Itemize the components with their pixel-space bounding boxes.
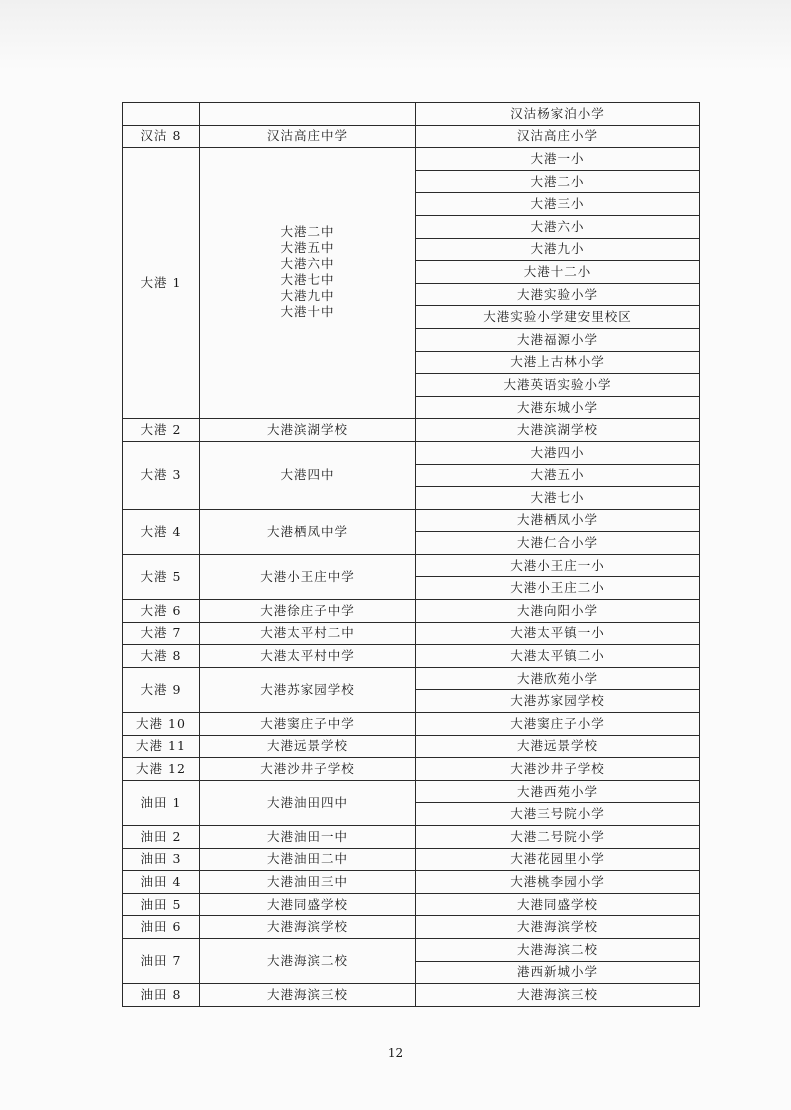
table-row (123, 893, 700, 916)
district-cell: 油田 7 (123, 938, 200, 983)
table-row (123, 938, 700, 961)
primary-school-cell: 大港五小 (416, 464, 700, 487)
middle-school-cell: 大港海滨学校 (200, 916, 416, 939)
primary-school-cell: 港西新城小学 (416, 961, 700, 984)
primary-school-cell: 大港西苑小学 (416, 780, 700, 803)
school-district-table (122, 102, 700, 1007)
primary-school-cell: 大港小王庄二小 (416, 577, 700, 600)
middle-school-cell: 大港海滨二校 (200, 938, 416, 983)
district-cell: 油田 2 (123, 826, 200, 849)
primary-school-cell: 汉沽高庄小学 (416, 125, 700, 148)
primary-school-cell: 大港海滨三校 (416, 984, 700, 1007)
district-cell: 油田 4 (123, 871, 200, 894)
middle-school-cell: 大港太平村中学 (200, 645, 416, 668)
middle-school-cell: 大港油田一中 (200, 826, 416, 849)
table-row (123, 826, 700, 849)
middle-school-cell: 大港沙井子学校 (200, 758, 416, 781)
middle-school-cell: 大港二中 大港五中 大港六中 大港七中 大港九中 大港十中 (200, 148, 416, 419)
primary-school-cell: 大港向阳小学 (416, 600, 700, 623)
primary-school-cell: 大港十二小 (416, 261, 700, 284)
middle-school-cell: 大港徐庄子中学 (200, 600, 416, 623)
table-row (123, 780, 700, 803)
table-row (123, 871, 700, 894)
table-row (123, 600, 700, 623)
primary-school-cell: 大港窦庄子小学 (416, 713, 700, 736)
middle-school-cell: 大港小王庄中学 (200, 554, 416, 599)
middle-school-cell: 大港油田三中 (200, 871, 416, 894)
primary-school-cell: 大港太平镇一小 (416, 622, 700, 645)
page-number: 12 (387, 1046, 404, 1060)
primary-school-cell: 大港桃李园小学 (416, 871, 700, 894)
district-cell: 大港 7 (123, 622, 200, 645)
table-row (123, 984, 700, 1007)
middle-school-cell: 大港同盛学校 (200, 893, 416, 916)
middle-school-cell: 大港太平村二中 (200, 622, 416, 645)
primary-school-cell: 大港福源小学 (416, 328, 700, 351)
primary-school-cell: 大港远景学校 (416, 735, 700, 758)
district-cell: 大港 9 (123, 667, 200, 712)
district-cell: 大港 1 (123, 148, 200, 419)
primary-school-cell: 大港太平镇二小 (416, 645, 700, 668)
district-cell: 大港 10 (123, 713, 200, 736)
middle-school-cell (200, 103, 416, 126)
district-cell (123, 103, 200, 126)
district-cell: 大港 12 (123, 758, 200, 781)
primary-school-cell: 大港滨湖学校 (416, 419, 700, 442)
primary-school-cell: 汉沽杨家泊小学 (416, 103, 700, 126)
primary-school-cell: 大港东城小学 (416, 396, 700, 419)
primary-school-cell: 大港小王庄一小 (416, 554, 700, 577)
primary-school-cell: 大港实验小学建安里校区 (416, 306, 700, 329)
table-row (123, 103, 700, 126)
middle-school-cell: 大港油田四中 (200, 780, 416, 825)
district-cell: 油田 8 (123, 984, 200, 1007)
district-cell: 油田 3 (123, 848, 200, 871)
table-row (123, 441, 700, 464)
table-row (123, 735, 700, 758)
district-cell: 油田 6 (123, 916, 200, 939)
primary-school-cell: 大港仁合小学 (416, 532, 700, 555)
table-row (123, 667, 700, 690)
district-cell: 大港 5 (123, 554, 200, 599)
primary-school-cell: 大港二小 (416, 170, 700, 193)
primary-school-cell: 大港沙井子学校 (416, 758, 700, 781)
primary-school-cell: 大港英语实验小学 (416, 374, 700, 397)
primary-school-cell: 大港上古林小学 (416, 351, 700, 374)
primary-school-cell: 大港七小 (416, 487, 700, 510)
primary-school-cell: 大港栖凤小学 (416, 509, 700, 532)
page-shade (0, 0, 791, 70)
primary-school-cell: 大港一小 (416, 148, 700, 171)
table-row (123, 554, 700, 577)
table-row (123, 509, 700, 532)
middle-school-cell: 大港海滨三校 (200, 984, 416, 1007)
table-row (123, 148, 700, 171)
district-cell: 油田 1 (123, 780, 200, 825)
district-cell: 汉沽 8 (123, 125, 200, 148)
primary-school-cell: 大港二号院小学 (416, 826, 700, 849)
table-row (123, 713, 700, 736)
primary-school-cell: 大港海滨学校 (416, 916, 700, 939)
table-row (123, 848, 700, 871)
table-row (123, 758, 700, 781)
district-cell: 大港 8 (123, 645, 200, 668)
primary-school-cell: 大港苏家园学校 (416, 690, 700, 713)
middle-school-cell: 大港四中 (200, 441, 416, 509)
primary-school-cell: 大港六小 (416, 215, 700, 238)
primary-school-cell: 大港三小 (416, 193, 700, 216)
district-cell: 大港 4 (123, 509, 200, 554)
middle-school-cell: 大港栖凤中学 (200, 509, 416, 554)
middle-school-cell: 大港窦庄子中学 (200, 713, 416, 736)
district-cell: 大港 3 (123, 441, 200, 509)
middle-school-cell: 大港油田二中 (200, 848, 416, 871)
primary-school-cell: 大港实验小学 (416, 283, 700, 306)
table-row (123, 622, 700, 645)
district-cell: 大港 2 (123, 419, 200, 442)
district-cell: 大港 11 (123, 735, 200, 758)
table-row (123, 645, 700, 668)
primary-school-cell: 大港三号院小学 (416, 803, 700, 826)
district-cell: 大港 6 (123, 600, 200, 623)
middle-school-cell: 大港滨湖学校 (200, 419, 416, 442)
primary-school-cell: 大港四小 (416, 441, 700, 464)
table-row (123, 419, 700, 442)
primary-school-cell: 大港欣苑小学 (416, 667, 700, 690)
middle-school-cell: 大港苏家园学校 (200, 667, 416, 712)
table-row (123, 125, 700, 148)
table-row (123, 916, 700, 939)
primary-school-cell: 大港花园里小学 (416, 848, 700, 871)
district-cell: 油田 5 (123, 893, 200, 916)
middle-school-cell: 汉沽高庄中学 (200, 125, 416, 148)
primary-school-cell: 大港同盛学校 (416, 893, 700, 916)
primary-school-cell: 大港九小 (416, 238, 700, 261)
primary-school-cell: 大港海滨二校 (416, 938, 700, 961)
middle-school-cell: 大港远景学校 (200, 735, 416, 758)
